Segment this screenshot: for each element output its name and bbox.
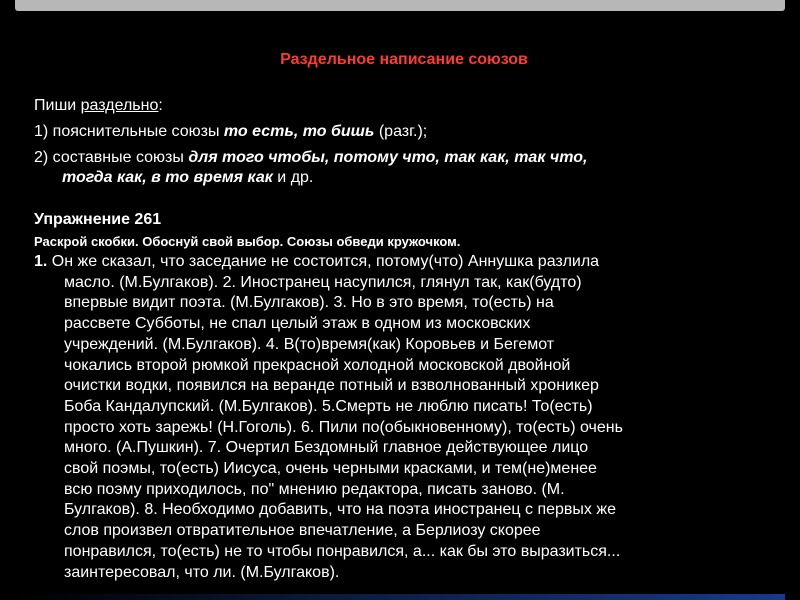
exercise-instruction: Раскрой скобки. Обоснуй свой выбор. Союзы обведи кружочком. xyxy=(34,234,461,249)
slide-top-frame xyxy=(15,0,785,11)
exercise-line: слов произвел отвратительное впечатление, а Берлиозу скорее xyxy=(64,522,541,540)
rule-item-2-continuation xyxy=(62,168,313,188)
rule-item-2-emphasis-line-1: для того чтобы, потому что, так как, так что, xyxy=(188,149,588,166)
exercise-line: очистки водки, появился на веранде потный и взволнованный хроникер xyxy=(64,377,599,395)
exercise-text xyxy=(34,252,774,583)
rule-intro-prefix: Пиши xyxy=(34,97,81,114)
exercise-line: заинтересовал, что ли. (М.Булгаков). xyxy=(64,563,340,581)
exercise-number: 1. xyxy=(34,253,48,270)
exercise-line: свой поэмы, то(есть) Иисуса, очень черными красками, и тем(не)менее xyxy=(64,460,597,478)
rule-item-1 xyxy=(34,122,427,142)
rule-item-2 xyxy=(34,148,587,168)
exercise-line: Боба Кандалупский. (М.Булгаков). 5.Смерть не люблю писать! То(есть) xyxy=(64,397,593,415)
rule-item-1-prefix: 1) пояснительные союзы xyxy=(34,123,224,140)
exercise-line: Булгаков). 8. Необходимо добавить, что на поэта иностранец с первых же xyxy=(64,501,616,519)
exercise-line: впервые видит поэта. (М.Булгаков). 3. Но в это время, то(есть) на xyxy=(64,294,554,312)
exercise-line-text: Он же сказал, что заседание не состоится, потому(что) Аннушка разлила xyxy=(47,253,600,270)
exercise-line xyxy=(34,252,774,273)
exercise-line: учреждений. (М.Булгаков). 4. В(то)время(как) Коровьев и Бегемот xyxy=(64,335,555,353)
rule-item-2-suffix: и др. xyxy=(272,169,314,186)
exercise-line: много. (А.Пушкин). 7. Очертил Бездомный главное действующее лицо xyxy=(64,439,589,457)
slide-title: Раздельное написание союзов xyxy=(280,51,528,68)
exercise-line: понравился, то(есть) не то чтобы понравился, а... как бы это выразиться... xyxy=(64,542,621,560)
rule-intro-keyword: раздельно xyxy=(80,97,159,114)
exercise-line: всю поэму приходилось, по" мнению редактора, писать заново. (М. xyxy=(64,480,565,498)
rule-item-1-emphasis: то есть, то бишь xyxy=(223,123,375,140)
exercise-title: Упражнение 261 xyxy=(34,211,162,228)
exercise-line: чокались второй рюмкой прекрасной холодной московской двойной xyxy=(64,356,571,374)
slide-bottom-accent xyxy=(15,594,785,600)
exercise-line: рассвете Субботы, не спал целый этаж в одном из московских xyxy=(64,315,531,333)
rule-item-2-emphasis-line-2: тогда как, в то время как xyxy=(62,169,273,186)
rule-item-2-prefix: 2) составные союзы xyxy=(34,149,189,166)
rule-item-1-suffix: (разг.); xyxy=(374,123,428,140)
exercise-line: просто хоть зарежь! (Н.Гоголь). 6. Пили по(обыкновенному), то(есть) очень xyxy=(64,418,623,436)
rule-intro xyxy=(34,96,163,116)
exercise-line: масло. (М.Булгаков). 2. Иностранец насупился, глянул так, как(будто) xyxy=(64,273,582,291)
rule-intro-suffix: : xyxy=(158,97,163,114)
